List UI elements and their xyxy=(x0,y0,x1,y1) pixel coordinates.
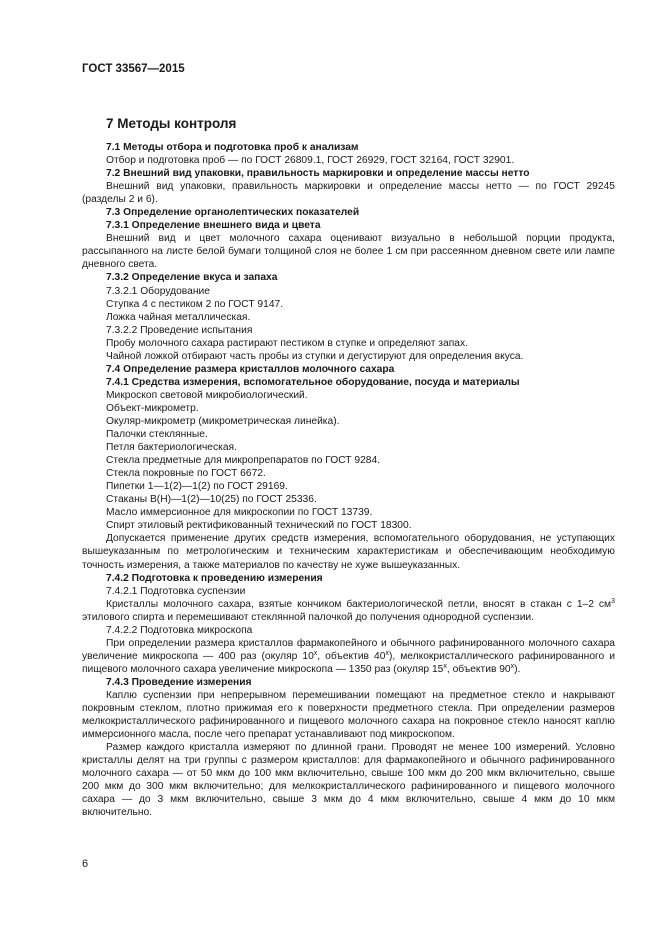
superscript: х xyxy=(510,662,515,670)
subsection-heading: 7.4.1 Средства измерения, вспомогательное оборудование, посуда и материалы xyxy=(106,376,520,388)
list-item: Пипетки 1—1(2)—1(2) по ГОСТ 29169. xyxy=(106,481,288,493)
paragraph xyxy=(82,598,615,624)
list-item: Ступка 4 с пестиком 2 по ГОСТ 9147. xyxy=(106,298,284,310)
list-item: Ложка чайная металлическая. xyxy=(106,311,251,323)
paragraph: Каплю суспензии при непрерывном перемешивании помещают на предметное стекло и накрывают покровным стеклом, плотно прижимая его к поверхности предметного стекла. При определении размеров мелкокристаллического рафинированного и пищевого молочного сахара на покровное стекло наносят каплю иммерсионного масла, после чего препарат устанавливают под микроскопом. xyxy=(82,689,615,741)
subsection-heading: 7.2 Внешний вид упаковки, правильность маркировки и определение массы нетто xyxy=(106,168,530,180)
list-item: Масло иммерсионное для микроскопии по ГОСТ 13739. xyxy=(106,507,373,519)
document-header: ГОСТ 33567—2015 xyxy=(82,63,185,75)
list-item: Микроскоп световой микробиологический. xyxy=(106,389,308,401)
clause-heading: 7.3.2.1 Оборудование xyxy=(106,285,210,297)
list-item: Стекла предметные для микропрепаратов по ГОСТ 9284. xyxy=(106,455,381,467)
section-title: 7 Методы контроля xyxy=(106,116,237,131)
document-body xyxy=(82,141,615,819)
list-item: Петля бактериологическая. xyxy=(106,442,237,454)
subsection-heading: 7.3.2 Определение вкуса и запаха xyxy=(106,272,278,284)
list-item: Стекла покровные по ГОСТ 6672. xyxy=(106,468,266,480)
clause-heading: 7.3.2.2 Проведение испытания xyxy=(106,324,253,336)
list-item: Окуляр-микрометр (микрометрическая линейка). xyxy=(106,415,340,427)
superscript: х xyxy=(385,649,389,657)
list-item: Спирт этиловый ректификованный технический по ГОСТ 18300. xyxy=(106,520,412,532)
text-run: При определении размера кристаллов фармакопейного и обычного рафинированного молочного сахара увеличение микроскопа — 400 раз (окуляр 10 xyxy=(82,637,615,662)
list-item: Палочки стеклянные. xyxy=(106,429,208,441)
text-run: ). xyxy=(514,663,521,675)
list-item: Стаканы В(Н)—1(2)—10(25) по ГОСТ 25336. xyxy=(106,494,317,506)
clause-heading: 7.4.2.2 Подготовка микроскопа xyxy=(106,624,253,636)
subsection-heading: 7.4 Определение размера кристаллов молочного сахара xyxy=(106,363,395,375)
text-run: , объектив 40 xyxy=(317,650,386,662)
clause-heading: 7.4.2.1 Подготовка суспензии xyxy=(106,585,246,597)
text-run: Кристаллы молочного сахара, взятые кончиком бактериологической петли, вносят в стакан с 1–2 см xyxy=(106,598,612,610)
list-item: Пробу молочного сахара растирают пестиком в ступке и определяют запах. xyxy=(106,337,468,349)
paragraph: Размер каждого кристалла измеряют по длинной грани. Проводят не менее 100 измерений. Условно кристаллы делят на три группы с размером кристаллов: для фармакопейного и обычного рафинированного молочного сахара — от 50 мкм до 100 мкм включительно, свыше 100 мкм до 200 мкм включительно, свыше 200 мкм до 300 мкм включительно; для мелкокристаллического рафинированного и пищевого молочного сахара — до 3 мкм включительно, свыше 3 мкм до 4 мкм включительно, свыше 4 мкм до 10 мкм включительно. xyxy=(82,742,615,819)
list-item: Чайной ложкой отбирают часть пробы из ступки и дегустируют для определения вкуса. xyxy=(106,350,524,362)
text-run: , объектив 90 xyxy=(446,663,511,675)
subsection-heading: 7.4.2 Подготовка к проведению измерения xyxy=(106,572,323,584)
page-number: 6 xyxy=(82,858,89,870)
paragraph: Допускается применение других средств измерения, вспомогательного оборудования, не уступающих вышеуказанным по метрологическим и техническим характеристикам и обеспечивающим необходимую точность измерения, а также материалов по качеству не хуже вышеуказанных. xyxy=(82,533,615,571)
text-run: ), мелкокристаллического рафинированного и пищевого молочного сахара увеличение микроскопа — 1350 раз (окуляр 15 xyxy=(82,650,616,675)
subsection-heading: 7.4.3 Проведение измерения xyxy=(106,676,252,688)
superscript: х xyxy=(313,649,318,657)
subsection-heading: 7.1 Методы отбора и подготовка проб к анализам xyxy=(106,142,359,153)
subsection-heading: 7.3.1 Определение внешнего вида и цвета xyxy=(106,220,321,232)
subsection-heading: 7.3 Определение органолептических показателей xyxy=(106,207,360,219)
text-run: этилового спирта и перемешивают стеклянной палочкой до получения однородной суспензии. xyxy=(82,611,535,623)
superscript: 3 xyxy=(611,597,615,605)
superscript: х xyxy=(443,662,447,670)
paragraph: Отбор и подготовка проб — по ГОСТ 26809.1, ГОСТ 26929, ГОСТ 32164, ГОСТ 32901. xyxy=(106,155,515,167)
paragraph: Внешний вид упаковки, правильность маркировки и определение массы нетто — по ГОСТ 29245 (разделы 2 и 6). xyxy=(82,181,615,206)
paragraph: Внешний вид и цвет молочного сахара оценивают визуально в небольшой порции продукта, рассыпанного на листе белой бумаги толщиной слоя не более 1 см при рассеянном дневном свете или лампе дневного света. xyxy=(82,233,615,271)
list-item: Объект-микрометр. xyxy=(106,402,199,414)
paragraph xyxy=(82,637,615,676)
